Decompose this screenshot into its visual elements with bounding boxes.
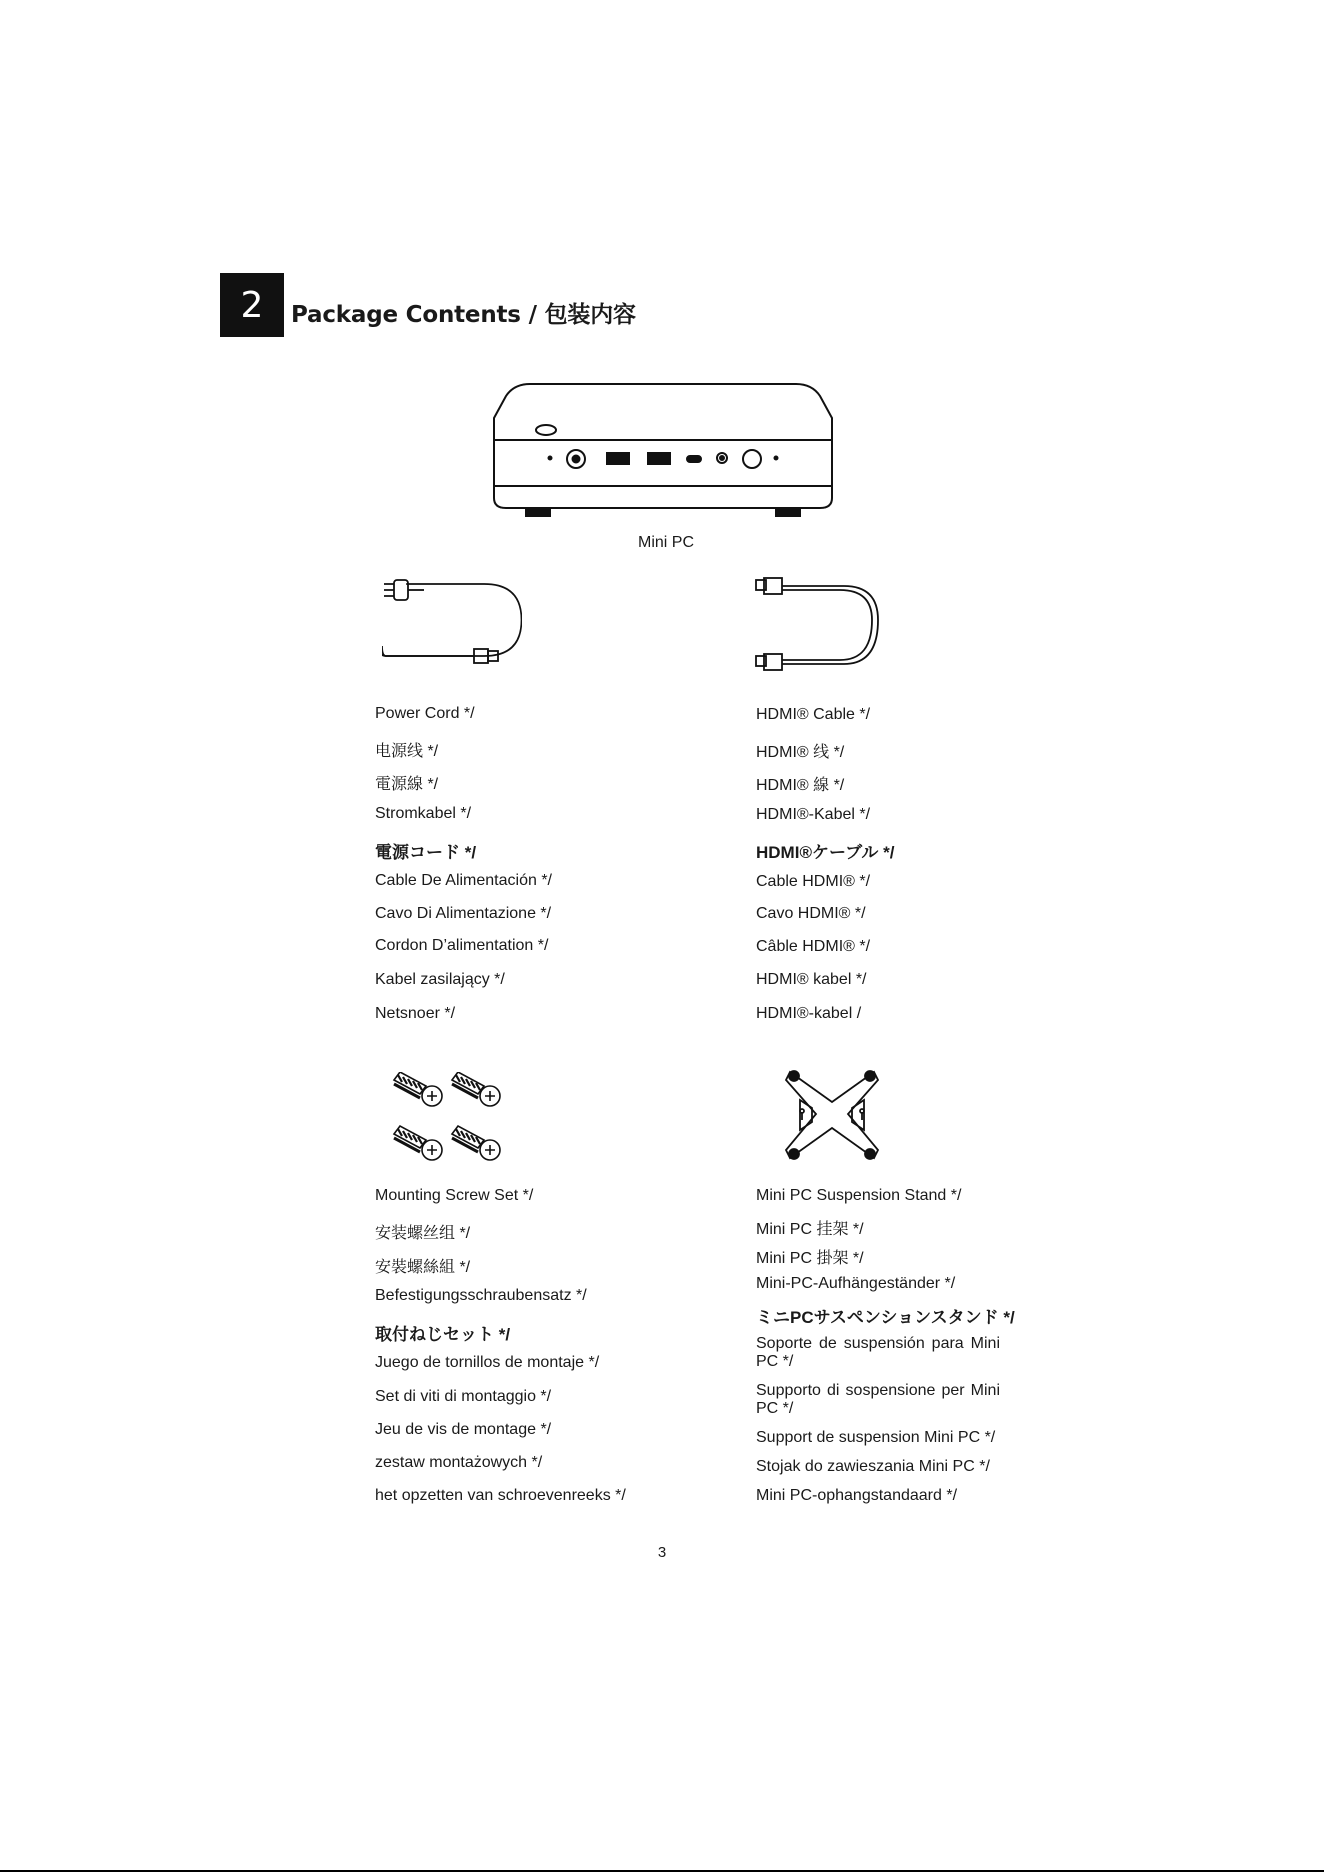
- list-item: Kabel zasilający */: [375, 971, 505, 988]
- list-item: Mini PC Suspension Stand */: [756, 1187, 962, 1204]
- list-item: Mini-PC-Aufhängeständer */: [756, 1275, 956, 1292]
- list-item: Cordon D’alimentation */: [375, 937, 549, 954]
- list-item: 電源線 */: [375, 776, 439, 793]
- list-item: Mini PC 挂架 */: [756, 1221, 864, 1238]
- list-item: Support de suspension Mini PC */: [756, 1429, 996, 1446]
- list-item: Stromkabel */: [375, 805, 472, 822]
- list-item: 取付ねじセット */: [375, 1325, 511, 1344]
- list-item: Mounting Screw Set */: [375, 1187, 534, 1204]
- list-item: Câble HDMI® */: [756, 938, 871, 955]
- list-item: Mini PC 掛架 */: [756, 1250, 864, 1267]
- list-item: Mini PC-ophangstandaard */: [756, 1487, 958, 1504]
- mini-pc-caption: Mini PC: [638, 534, 695, 551]
- section-title: Package Contents / 包装内容: [291, 301, 636, 328]
- list-item: Jeu de vis de montage */: [375, 1421, 552, 1438]
- mounting-screws-icon: [392, 1072, 504, 1170]
- list-item: 安裝螺絲組 */: [375, 1259, 471, 1276]
- list-item: ミニPCサスペンションスタンド */: [756, 1308, 1015, 1327]
- list-item: Befestigungsschraubensatz */: [375, 1287, 587, 1304]
- mini-pc-icon: [490, 378, 836, 524]
- list-item: HDMI® Cable */: [756, 706, 871, 723]
- list-item: 電源コード */: [375, 843, 477, 862]
- section-header: [220, 273, 636, 337]
- power-cord-icon: [382, 576, 522, 680]
- list-item: HDMI®ケーブル */: [756, 843, 895, 862]
- list-item: 电源线 */: [375, 743, 439, 760]
- list-item: 安装螺丝组 */: [375, 1225, 471, 1242]
- list-item: Netsnoer */: [375, 1005, 456, 1022]
- list-item: Supporto di sospensione per Mini PC */: [756, 1382, 1000, 1417]
- list-item: Cavo Di Alimentazione */: [375, 905, 552, 922]
- list-item: het opzetten van schroevenreeks */: [375, 1487, 626, 1504]
- list-item: HDMI®-kabel /: [756, 1005, 862, 1022]
- list-item: Cable HDMI® */: [756, 873, 871, 890]
- list-item: HDMI® kabel */: [756, 971, 867, 988]
- section-number: 2: [220, 273, 284, 337]
- list-item: HDMI®-Kabel */: [756, 806, 871, 823]
- list-item: zestaw montażowych */: [375, 1454, 543, 1471]
- list-item: HDMI® 线 */: [756, 744, 845, 761]
- list-item: HDMI® 線 */: [756, 777, 845, 794]
- hdmi-cable-icon: [754, 576, 884, 680]
- list-item: Cable De Alimentación */: [375, 872, 552, 889]
- page-number: 3: [657, 1544, 667, 1561]
- list-item: Juego de tornillos de montaje */: [375, 1354, 600, 1371]
- list-item: Cavo HDMI® */: [756, 905, 866, 922]
- list-item: Set di viti di montaggio */: [375, 1388, 552, 1405]
- list-item: Power Cord */: [375, 705, 475, 722]
- list-item: Stojak do zawieszania Mini PC */: [756, 1458, 990, 1475]
- list-item: Soporte de suspensión para Mini PC */: [756, 1335, 1000, 1370]
- vesa-mount-bracket-icon: [782, 1064, 882, 1166]
